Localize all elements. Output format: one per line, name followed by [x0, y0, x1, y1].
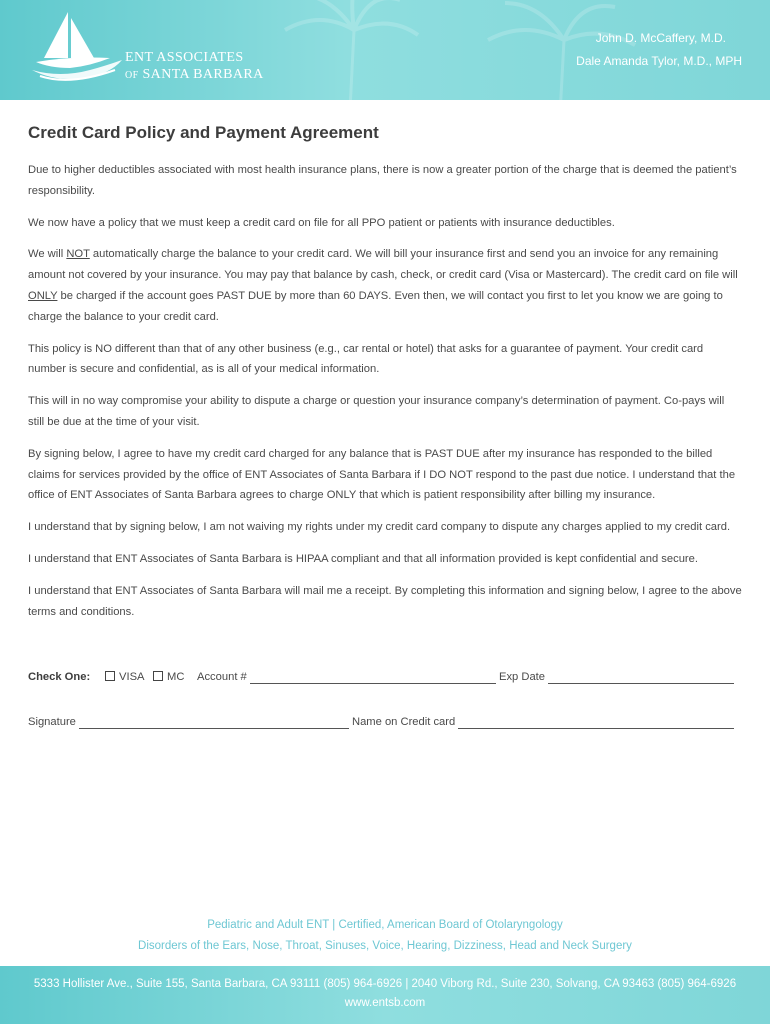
logo-text-line2: [125, 67, 264, 83]
letterhead-banner: [0, 0, 770, 100]
emphasis-not: NOT: [66, 248, 90, 261]
footer-banner: [0, 966, 770, 1024]
billing-text-c: be charged if the account goes PAST DUE by more than 60 DAYS. Even then, we will contact you first to let you know we are going to charge the balance to your credit card.: [28, 289, 723, 323]
logo-text-prefix: OF: [125, 70, 139, 81]
account-label: Account #: [197, 671, 247, 683]
signature-row: [28, 716, 736, 732]
emphasis-only: ONLY: [28, 289, 58, 302]
account-number-field[interactable]: [250, 683, 496, 684]
card-info-row: [28, 671, 736, 687]
paragraph-dispute: This will in no way compromise your ability to dispute a charge or question your insurance company’s determination of payment. Co-pays will still be due at the time of your visit.: [28, 395, 725, 428]
exp-date-field[interactable]: [548, 683, 734, 684]
mc-checkbox[interactable]: [153, 671, 163, 681]
paragraph-receipt: I understand that ENT Associates of Santa Barbara will mail me a receipt. By completing this information and signing below, I agree to the above terms and conditions.: [28, 584, 742, 618]
paragraph-guarantee: This policy is NO different than that of any other business (e.g., car rental or hotel) that asks for a guarantee of payment. Your credit card number is secure and confidential, as is all of your medical information.: [28, 342, 704, 376]
palm-tree-background-left: [280, 0, 420, 100]
doctor-name-2: Dale Amanda Tylor, M.D., MPH: [576, 54, 742, 68]
mc-option[interactable]: [153, 671, 184, 683]
logo-text-line1: ENT ASSOCIATES: [125, 50, 244, 65]
name-on-card-field[interactable]: [458, 728, 734, 729]
footer-website-link[interactable]: www.entsb.com: [344, 997, 426, 1009]
visa-label: VISA: [119, 671, 145, 683]
mc-label: MC: [167, 671, 185, 683]
paragraph-deductibles: Due to higher deductibles associated with most health insurance plans, there is now a greater portion of the charge that is deemed the patient’s responsibility.: [28, 164, 737, 197]
page-title: Credit Card Policy and Payment Agreement: [28, 123, 379, 142]
visa-checkbox[interactable]: [105, 671, 115, 681]
logo-text-city: SANTA BARBARA: [142, 67, 264, 82]
paragraph-billing: [28, 244, 743, 327]
sailboat-logo-icon: [30, 8, 125, 83]
paragraph-authorization: By signing below, I agree to have my credit card charged for any balance that is PAST DUE after my insurance has responded to the billed claims for services provided by the office of ENT Associates of Santa Barbara if I DO NOT respond to the past due notice. I understand that the office of ENT Associates of Santa Barbara agrees to charge ONLY that which is patient responsibility after billing my insurance.: [28, 447, 736, 502]
paragraph-card-on-file: We now have a policy that we must keep a credit card on file for all PPO patient or patients with insurance deductibles.: [28, 216, 615, 229]
footer-tagline-disorders: Disorders of the Ears, Nose, Throat, Sinuses, Voice, Hearing, Dizziness, Head and Neck Surgery: [138, 940, 632, 952]
billing-text-b: automatically charge the balance to your credit card. We will bill your insurance first and send you an invoice for any remaining amount not covered by your insurance. You may pay that balance by cash, check, or credit card (Visa or Mastercard). The credit card on file will: [28, 248, 738, 282]
policy-text: [28, 160, 743, 633]
palm-tree-background-right: [480, 0, 640, 100]
billing-text-a: We will: [28, 248, 67, 261]
paragraph-hipaa: I understand that ENT Associates of Santa Barbara is HIPAA compliant and that all information provided is kept confidential and secure.: [28, 552, 698, 565]
signature-label: Signature: [28, 716, 76, 728]
name-on-card-label: Name on Credit card: [352, 716, 456, 728]
footer-addresses: 5333 Hollister Ave., Suite 155, Santa Barbara, CA 93111 (805) 964-6926 | 2040 Viborg Rd., Suite 230, Solvang, CA 93463 (805) 964-6926: [33, 978, 737, 990]
check-one-label: Check One:: [28, 671, 91, 683]
paragraph-rights: I understand that by signing below, I am not waiving my rights under my credit card company to dispute any charges applied to my credit card.: [28, 521, 731, 534]
visa-option[interactable]: [105, 671, 145, 683]
signature-field[interactable]: [79, 728, 349, 729]
doctor-name-1: John D. McCaffery, M.D.: [595, 31, 726, 45]
exp-date-label: Exp Date: [499, 671, 546, 683]
footer-tagline-specialty: Pediatric and Adult ENT | Certified, American Board of Otolaryngology: [207, 919, 563, 931]
